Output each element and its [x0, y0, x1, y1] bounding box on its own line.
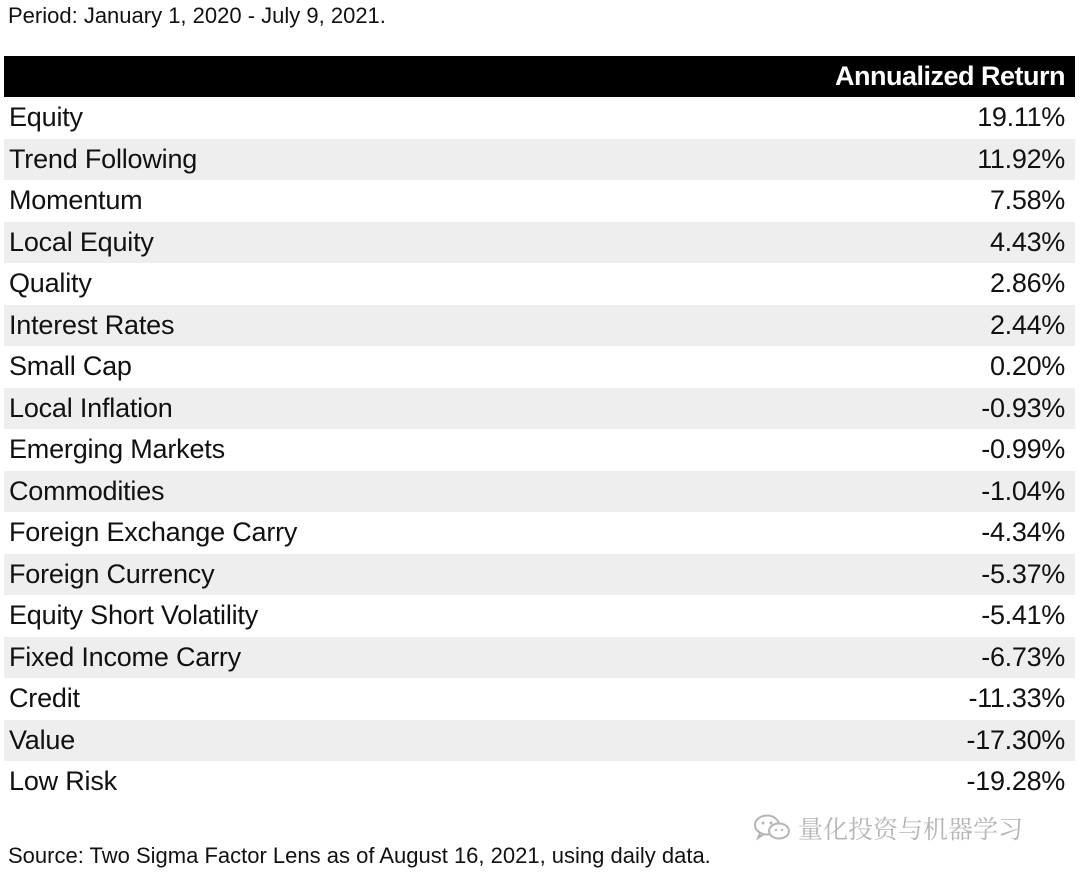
factor-return: 4.43% — [989, 226, 1065, 257]
table-header — [4, 56, 1075, 97]
factor-return: -6.73% — [981, 641, 1065, 672]
factor-return: 7.58% — [989, 185, 1065, 216]
factor-name: Trend Following — [9, 143, 198, 174]
factor-return: -17.30% — [966, 724, 1065, 755]
table-row — [4, 471, 1075, 513]
factor-name: Local Equity — [9, 226, 154, 257]
factor-name: Emerging Markets — [9, 434, 225, 465]
table-row — [4, 346, 1075, 388]
factor-return: 19.11% — [977, 102, 1065, 133]
table-row — [4, 139, 1075, 181]
period-caption: Period: January 1, 2020 - July 9, 2021. — [8, 3, 386, 28]
factor-name: Interest Rates — [9, 309, 175, 340]
table-row — [4, 637, 1075, 679]
factor-return: 2.44% — [989, 309, 1065, 340]
factor-name: Equity — [9, 102, 83, 133]
table-row — [4, 720, 1075, 762]
factor-name: Value — [9, 724, 76, 755]
factor-return: -1.04% — [981, 475, 1065, 506]
factor-name: Credit — [9, 683, 80, 714]
factor-return: -4.34% — [981, 517, 1065, 548]
factor-name: Commodities — [9, 475, 165, 506]
table-body — [4, 97, 1075, 803]
table-row — [4, 554, 1075, 596]
table-row — [4, 678, 1075, 720]
factor-name: Equity Short Volatility — [9, 600, 259, 631]
factor-return: -5.37% — [981, 558, 1065, 589]
returns-table — [4, 56, 1075, 803]
factor-name: Momentum — [9, 185, 143, 216]
factor-name: Foreign Currency — [9, 558, 215, 589]
wechat-icon — [752, 813, 792, 843]
table-row — [4, 512, 1075, 554]
factor-name: Foreign Exchange Carry — [9, 517, 298, 548]
factor-return: -0.93% — [981, 392, 1065, 423]
factor-return: 2.86% — [989, 268, 1065, 299]
table-row — [4, 263, 1075, 305]
factor-return: -11.33% — [968, 683, 1065, 714]
table-row — [4, 429, 1075, 471]
table-row — [4, 388, 1075, 430]
factor-return: -0.99% — [981, 434, 1065, 465]
table-row — [4, 97, 1075, 139]
factor-return: -5.41% — [981, 600, 1065, 631]
factor-name: Small Cap — [9, 351, 132, 382]
column-header-annualized-return: Annualized Return — [834, 61, 1065, 91]
factor-return: -19.28% — [966, 766, 1065, 797]
table-row — [4, 180, 1075, 222]
factor-return: 11.92% — [977, 143, 1065, 174]
table-row — [4, 595, 1075, 637]
table-row — [4, 305, 1075, 347]
table-row — [4, 761, 1075, 803]
factor-name: Local Inflation — [9, 392, 173, 423]
watermark-text: 量化投资与机器学习 — [798, 816, 1024, 844]
table-row — [4, 222, 1075, 264]
factor-name: Fixed Income Carry — [9, 641, 241, 672]
factor-name: Low Risk — [9, 766, 117, 797]
watermark — [752, 810, 1023, 846]
factor-name: Quality — [9, 268, 92, 299]
source-note: Source: Two Sigma Factor Lens as of August 16, 2021, using daily data. — [8, 843, 711, 868]
factor-return: 0.20% — [989, 351, 1065, 382]
